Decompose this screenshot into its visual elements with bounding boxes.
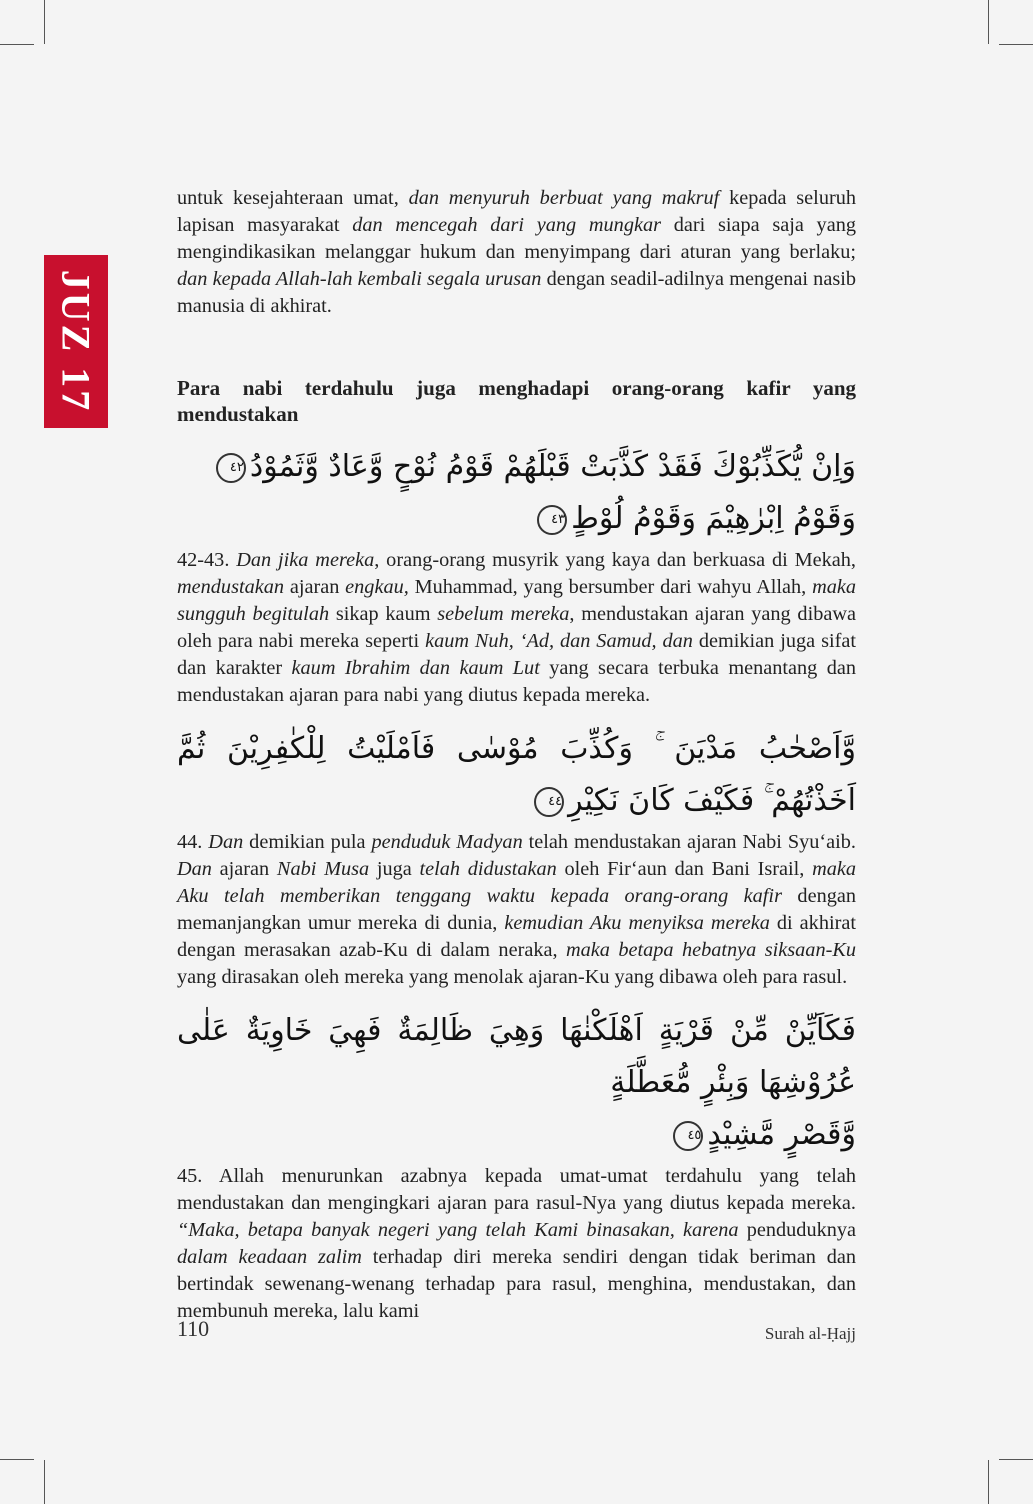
arabic-verse-line: وَّقَصْرٍ مَّشِيْدٍ٤٥ [177, 1109, 856, 1161]
ayah-number-marker: ٤٤ [534, 787, 564, 817]
crop-mark [999, 44, 1033, 45]
crop-mark [988, 1460, 989, 1504]
crop-mark [44, 0, 45, 44]
crop-mark [0, 44, 34, 45]
running-title: Surah al-Ḥajj [764, 1324, 856, 1343]
ayah-number-marker: ٤٢ [216, 453, 246, 483]
crop-mark [999, 1459, 1033, 1460]
page-number: 110 [177, 1316, 210, 1341]
tafsir-45: 45. Allah menurunkan azabnya kepada umat-umat terdahulu yang telah mendustakan dan mengingkari ajaran para rasul-Nya yang diutus kepada mereka. “Maka, betapa banyak negeri yang telah Kami binasakan, karena penduduknya dalam keadaan zalim terhadap diri mereka sendiri dengan tidak beriman dan bertindak sewenang-wenang terhadap para rasul, menghina, mendustakan, dan membunuh mereka, lalu kami [177, 1165, 857, 1322]
juz-label: JUZ 17 [53, 269, 99, 414]
arabic-verse-line: وَقَوْمُ اِبْرٰهِيْمَ وَقَوْمُ لُوْطٍ٤٣ [177, 493, 856, 545]
section-heading: Para nabi terdahulu juga menghadapi orang-orang kafir yang mendustakan [177, 376, 856, 426]
page-body [177, 185, 856, 1325]
ayah-42-43 [177, 441, 856, 545]
arabic-verse-line: وَاِنْ يُّكَذِّبُوْكَ فَقَدْ كَذَّبَتْ قَبْلَهُمْ قَوْمُ نُوْحٍ وَّعَادٌ وَّثَمُوْدُ٤٢ [177, 441, 856, 493]
ayah-number-marker: ٤٣ [537, 505, 567, 535]
paragraph-intro: untuk kesejahteraan umat, dan menyuruh berbuat yang makruf kepada seluruh lapisan masyarakat dan mencegah dari yang mungkar dari siapa saja yang mengindikasikan melanggar hukum dan menyimpang dari aturan yang berlaku; dan kepada Allah-lah kembali segala urusan dengan seadil-adilnya mengenai nasib manusia di akhirat. [177, 187, 856, 317]
arabic-verse-line: وَّاَصْحٰبُ مَدْيَنَ ۚ وَكُذِّبَ مُوْسٰى فَاَمْلَيْتُ لِلْكٰفِرِيْنَ ثُمَّ اَخَذْتُهُمْ ۚ فَكَيْفَ كَانَ نَكِيْرِ٤٤ [177, 731, 856, 818]
crop-mark [44, 1460, 45, 1504]
ayah-45 [177, 1005, 856, 1161]
ayah-44 [177, 723, 856, 827]
tafsir-42-43: 42-43. Dan jika mereka, orang-orang musyrik yang kaya dan berkuasa di Mekah, mendustakan ajaran engkau, Muhammad, yang bersumber dari wahyu Allah, maka sungguh begitulah sikap kaum sebelum mereka, mendustakan ajaran yang dibawa oleh para nabi mereka seperti kaum Nuh, ‘Ad, dan Samud, dan demikian juga sifat dan karakter kaum Ibrahim dan kaum Lut yang secara terbuka menantang dan mendustakan ajaran para nabi yang diutus kepada mereka. [177, 549, 857, 706]
ayah-number-marker: ٤٥ [673, 1121, 703, 1151]
crop-mark [988, 0, 989, 44]
crop-mark [0, 1459, 34, 1460]
juz-side-tab [44, 255, 108, 428]
arabic-verse-line: فَكَاَيِّنْ مِّنْ قَرْيَةٍ اَهْلَكْنٰهَا وَهِيَ ظَالِمَةٌ فَهِيَ خَاوِيَةٌ عَلٰى عُرُوْشِهَا وَبِئْرٍ مُّعَطَّلَةٍ [177, 1013, 856, 1100]
tafsir-44: 44. Dan demikian pula penduduk Madyan telah mendustakan ajaran Nabi Syu‘aib. Dan ajaran Nabi Musa juga telah didustakan oleh Fir‘aun dan Bani Israil, maka Aku telah memberikan tenggang waktu kepada orang-orang kafir dengan memanjangkan umur mereka di dunia, kemudian Aku menyiksa mereka di akhirat dengan merasakan azab-Ku di dalam neraka, maka betapa hebatnya siksaan-Ku yang dirasakan oleh mereka yang menolak ajaran-Ku yang dibawa oleh para rasul. [177, 831, 857, 988]
